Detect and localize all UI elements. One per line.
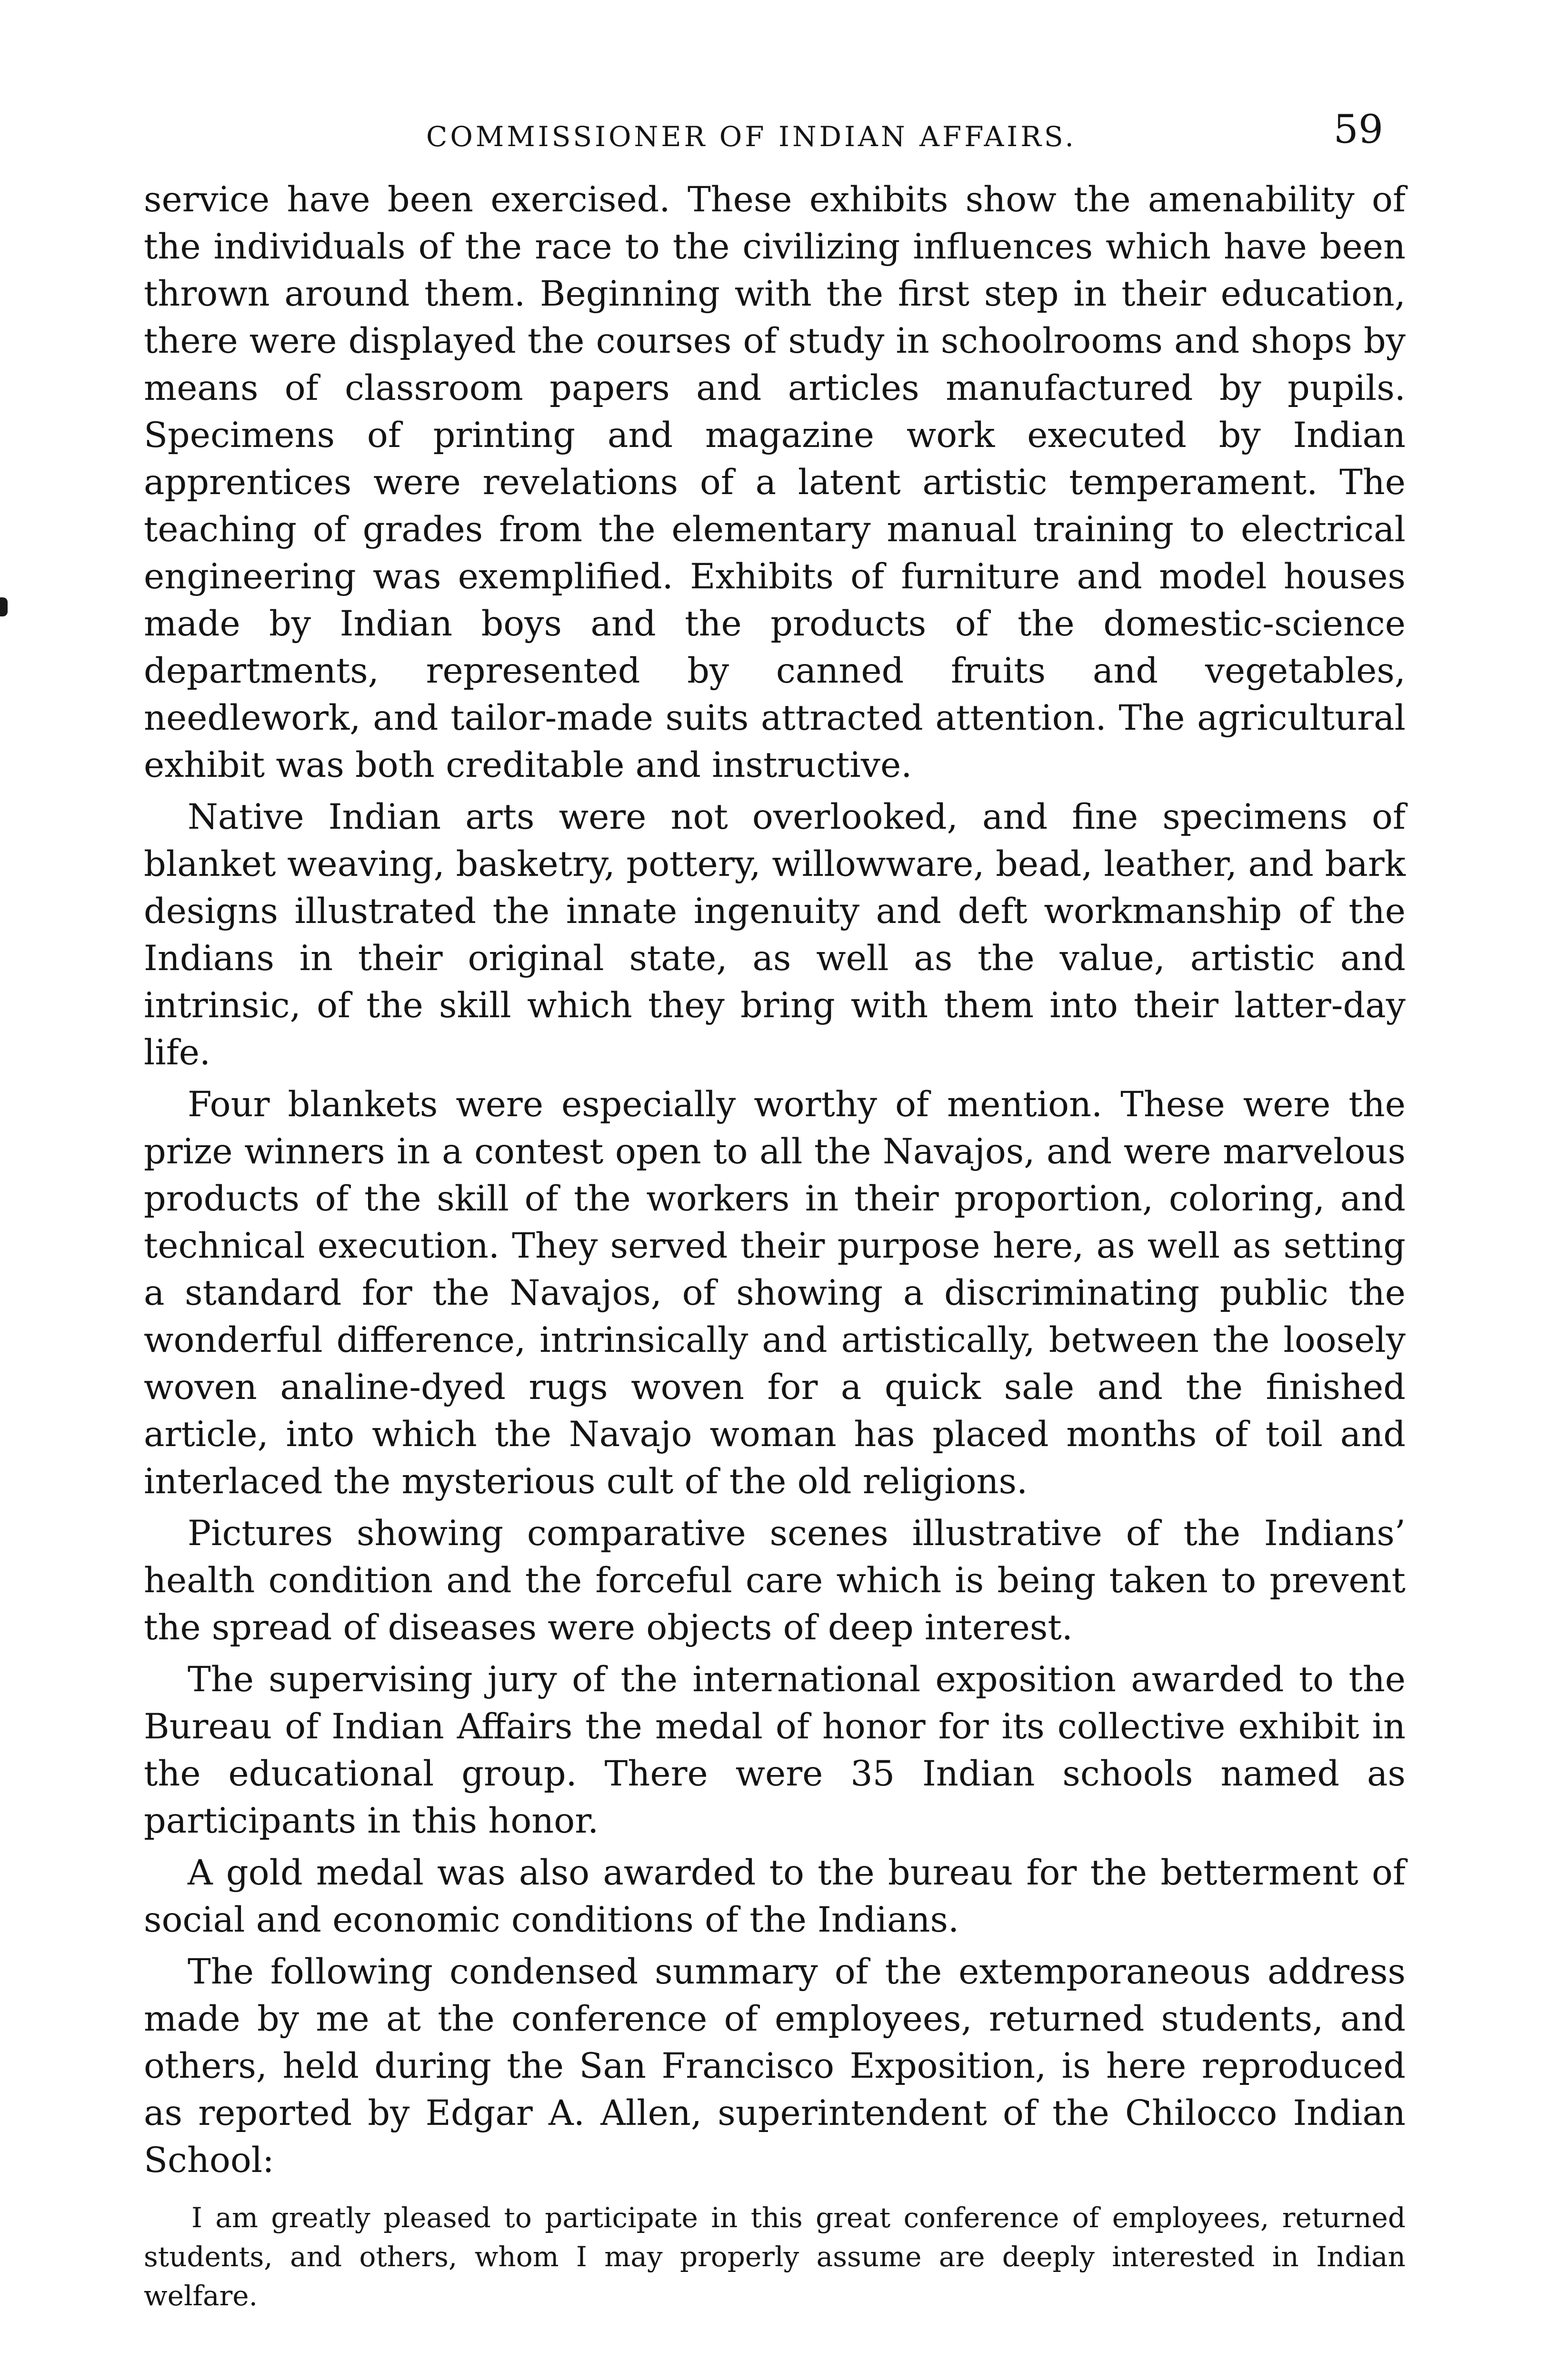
paragraph-native-arts: Native Indian arts were not overlooked, and fine specimens of blanket weaving, basketry, pottery, willowware, bead, leather, and bark designs illustrated the innate ingenuity and deft workmanship of the Indians in their original state, as well as the value, artistic and intrinsic, of the skill which they bring with them into their latter-day life. [144, 797, 1406, 1073]
running-title: COMMISSIONER OF INDIAN AFFAIRS. [426, 120, 1077, 153]
body-text [144, 176, 1406, 2315]
quoted-address: I am greatly pleased to participate in this great conference of employees, returned students, and others, whom I may properly assume are deeply interested in Indian welfare. [144, 2202, 1406, 2312]
paragraph-blankets: Four blankets were especially worthy of mention. These were the prize winners in a contest open to all the Navajos, and were marvelous products of the skill of the workers in their proportion, coloring, and technical execution. They served their purpose here, as well as setting a standard for the Navajos, of showing a discriminating public the wonderful difference, intrinsically and artistically, between the loosely woven analine-dyed rugs woven for a quick sale and the finished article, into which the Navajo woman has placed months of toil and interlaced the mysterious cult of the old religions. [144, 1084, 1406, 1502]
paragraph-pictures: Pictures showing comparative scenes illustrative of the Indians’ health condition and the forceful care which is being taken to prevent the spread of diseases were objects of deep interest. [144, 1513, 1406, 1648]
page-number: 59 [1333, 107, 1383, 152]
paragraph-address-intro: The following condensed summary of the extemporaneous address made by me at the conference of employees, returned students, and others, held during the San Francisco Exposition, is here reproduced as reported by Edgar A. Allen, superintendent of the Chilocco Indian School: [144, 1952, 1406, 2181]
paragraph-jury-award: The supervising jury of the international exposition awarded to the Bureau of Indian Affairs the medal of honor for its collective exhibit in the educational group. There were 35 Indian schools named as participants in this honor. [144, 1659, 1406, 1841]
paragraph-exhibits: service have been exercised. These exhibits show the amenability of the individuals of the race to the civilizing influences which have been thrown around them. Beginning with the first step in their education, there were displayed the courses of study in schoolrooms and shops by means of classroom papers and articles manufactured by pupils. Specimens of printing and magazine work executed by Indian apprentices were revelations of a latent artistic temperament. The teaching of grades from the elementary manual training to electrical engineering was exemplified. Exhibits of furniture and model houses made by Indian boys and the products of the domestic-science departments, represented by canned fruits and vegetables, needlework, and tailor-made suits attracted attention. The agricultural exhibit was both creditable and instructive. [144, 179, 1406, 785]
running-head [140, 102, 1397, 159]
margin-mark [0, 597, 8, 616]
paragraph-gold-medal: A gold medal was also awarded to the bureau for the betterment of social and economic conditions of the Indians. [144, 1853, 1406, 1940]
